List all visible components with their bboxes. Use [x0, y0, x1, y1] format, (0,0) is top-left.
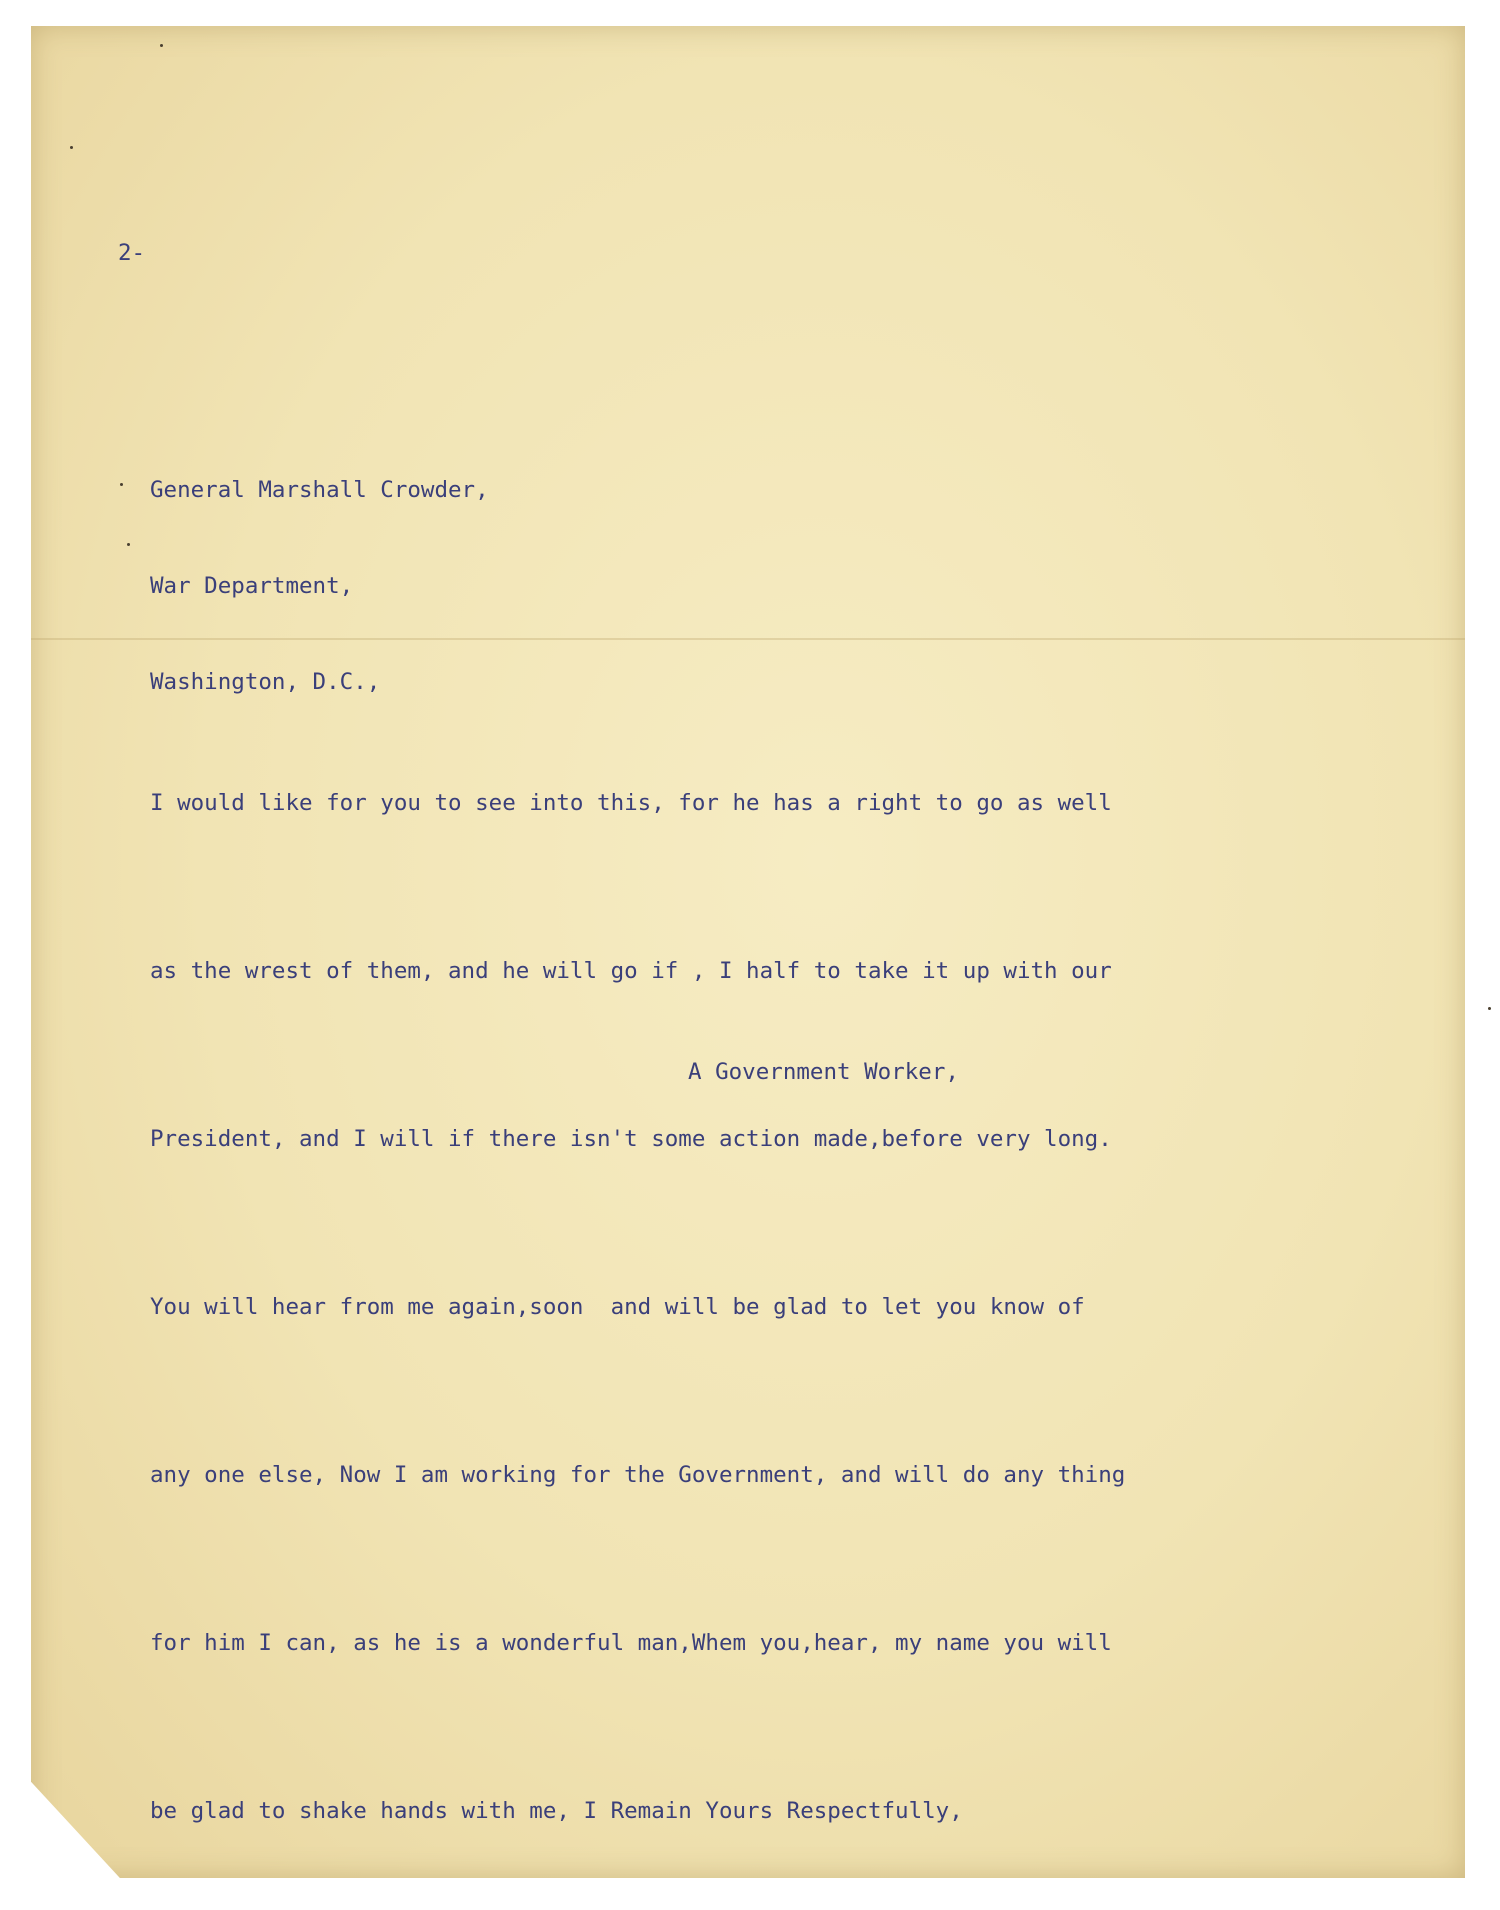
body-line: be glad to shake hands with me, I Remain Yours Respectfully,	[150, 1798, 963, 1824]
address-line: War Department,	[150, 573, 354, 599]
address-line: Washington, D.C.,	[150, 669, 381, 695]
signature: A Government Worker,	[688, 1059, 959, 1085]
body-line: You will hear from me again,soon and will be glad to let you know of	[150, 1294, 1085, 1320]
page-number: 2-	[118, 240, 146, 266]
ink-speck	[160, 44, 163, 47]
ink-speck	[70, 146, 73, 149]
body-line: for him I can, as he is a wonderful man,Whem you,hear, my name you will	[150, 1630, 1112, 1656]
ink-speck	[1488, 1007, 1491, 1010]
body-line: as the wrest of them, and he will go if , I half to take it up with our	[150, 958, 1112, 984]
body-line: President, and I will if there isn't some action made,before very long.	[150, 1126, 1112, 1152]
body-line: any one else, Now I am working for the Government, and will do any thing	[150, 1462, 1126, 1488]
address-line: General Marshall Crowder,	[150, 477, 489, 503]
body-line: I would like for you to see into this, for he has a right to go as well	[150, 790, 1112, 816]
ink-speck	[127, 543, 130, 546]
letter-body	[150, 663, 1125, 1910]
ink-speck	[120, 483, 123, 486]
